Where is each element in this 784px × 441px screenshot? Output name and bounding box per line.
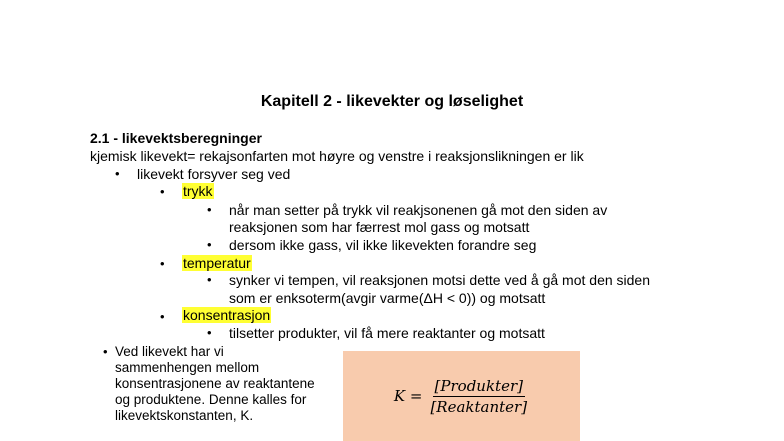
factor-label-temperatur: temperatur xyxy=(183,255,251,271)
bullet-dot: • xyxy=(207,325,212,340)
formula-box xyxy=(343,351,580,441)
bullet-dot: • xyxy=(160,184,165,199)
formula-fraction xyxy=(428,377,529,416)
factor-label-trykk: trykk xyxy=(183,183,213,199)
bullet-dot: • xyxy=(160,309,165,324)
intro-text: kjemisk likevekt= rekajsonfarten mot høyre og venstre i reaksjonslikningen er lik xyxy=(90,148,584,164)
formula-denominator: [Reaktanter] xyxy=(430,397,528,416)
point-text: tilsetter produkter, vil få mere reaktanter og motsatt xyxy=(229,325,545,341)
bullet-dot: • xyxy=(207,202,212,217)
point-text: dersom ikke gass, vil ikke likevekten forandre seg xyxy=(229,237,537,253)
bullet-dot: • xyxy=(103,344,108,359)
point-text: som er enksoterm(avgir varme(ΔH < 0)) og motsatt xyxy=(229,290,546,306)
formula-lhs: K = xyxy=(393,387,423,405)
section-heading: 2.1 - likevektsberegninger xyxy=(90,130,262,146)
point-text: reaksjonen som har færrest mol gass og motsatt xyxy=(229,219,530,235)
formula-numerator: [Produkter] xyxy=(434,376,523,395)
factor-label-konsentrasjon: konsentrasjon xyxy=(183,307,271,323)
bullet-dot: • xyxy=(207,237,212,252)
level1-text: likevekt forsyver seg ved xyxy=(137,166,291,182)
equilibrium-constant-text: Ved likevekt har vi sammenhengen mellom konsentrasjonene av reaktantene og produktene. Denne kalles for likevektskonstanten, K. xyxy=(115,344,315,423)
bullet-dot: • xyxy=(115,166,120,181)
point-text: synker vi tempen, vil reaksjonen motsi dette ved å gå mot den siden xyxy=(229,272,650,288)
bullet-dot: • xyxy=(207,272,212,287)
bullet-dot: • xyxy=(160,256,165,271)
point-text: når man setter på trykk vil reakjsonenen gå mot den siden av xyxy=(229,202,608,218)
page-title: Kapitell 2 - likevekter og løselighet xyxy=(260,93,524,110)
